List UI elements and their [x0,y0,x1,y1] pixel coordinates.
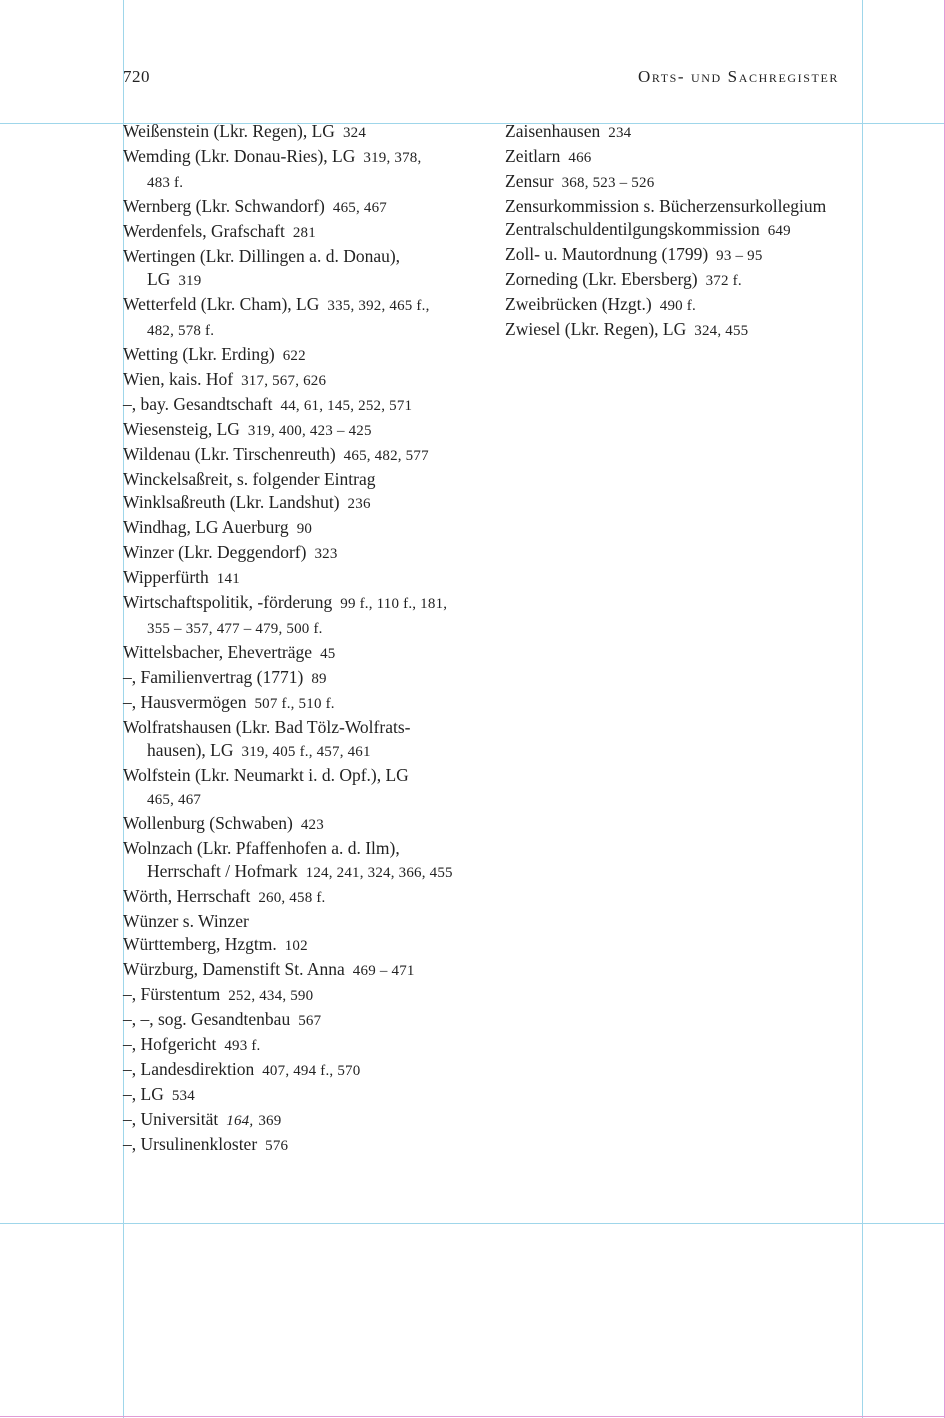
index-pages: 534 [171,1088,195,1104]
index-entry [123,566,498,591]
index-pages: 141 [216,571,240,587]
index-entry [505,218,857,243]
index-term: Wildenau (Lkr. Tirschenreuth) [123,444,336,464]
index-term: Wolfratshausen (Lkr. Bad Tölz-Wolfrats- [123,717,411,737]
index-entry [123,812,498,837]
index-term: Wolnzach (Lkr. Pfaffenhofen a. d. Ilm), [123,838,400,858]
index-term: Wemding (Lkr. Donau-Ries), LG [123,146,356,166]
index-term: Wipperfürth [123,567,209,587]
index-pages: 93 – 95 [716,248,763,264]
index-entry [123,343,498,368]
index-pages: 324 [342,125,367,141]
index-term: Zeitlarn [505,146,561,166]
index-term: Würzburg, Damenstift St. Anna [123,959,345,979]
index-term: Winklsaßreuth (Lkr. Landshut) [123,492,340,512]
index-entry [123,541,498,566]
index-entry [123,641,498,666]
margin-guide-bottom [0,1223,945,1224]
index-term: Zoll- u. Mautordnung (1799) [505,244,709,264]
index-term: Zensurkommission s. Bücherzensurkollegium [505,196,827,216]
index-pages: 369 [258,1113,282,1129]
index-entry [123,393,498,418]
index-term: Werdenfels, Grafschaft [123,221,285,241]
index-pages: 317, 567, 626 [241,373,327,389]
index-term: –, bay. Gesandtschaft [123,394,273,414]
index-pages: 423 [300,817,324,833]
index-entry [123,764,498,812]
index-pages-italic: 164, [226,1113,254,1129]
index-pages-continued: 483 f. [147,175,184,191]
index-pages: 622 [282,348,306,364]
index-entry [123,1108,498,1133]
index-pages: 323 [314,546,338,562]
index-pages: 99 f., 110 f., 181, [340,596,448,612]
index-pages: 576 [265,1138,289,1154]
page-edge-bottom [0,1416,945,1417]
index-entry [505,243,857,268]
index-pages-continued: 124, 241, 324, 366, 455 [305,865,453,881]
index-term: –, Universität [123,1109,219,1129]
index-pages-continued: 482, 578 f. [147,323,215,339]
index-entry [123,220,498,245]
index-entry [123,145,498,195]
index-term: Wörth, Herrschaft [123,886,251,906]
index-entry [123,1083,498,1108]
index-pages-continued: 355 – 357, 477 – 479, 500 f. [147,621,323,637]
index-term: Zensur [505,171,554,191]
index-term: –, Hausvermögen [123,692,247,712]
index-entry [505,120,857,145]
index-entry [123,195,498,220]
index-entry [505,195,857,218]
index-term: Wollenburg (Schwaben) [123,813,293,833]
index-pages: 89 [311,671,327,687]
index-term: –, Landesdirektion [123,1059,255,1079]
index-entry [123,933,498,958]
index-term: Wernberg (Lkr. Schwandorf) [123,196,325,216]
index-entry [123,983,498,1008]
index-pages: 319, 378, [363,150,422,166]
margin-guide-right [862,0,863,1418]
index-pages: 465, 482, 577 [343,448,429,464]
index-entry [123,1033,498,1058]
index-entry [123,1008,498,1033]
index-pages: 466 [568,150,592,166]
index-term: Weißenstein (Lkr. Regen), LG [123,121,335,141]
index-term: Wertingen (Lkr. Dillingen a. d. Donau), [123,246,401,266]
index-pages: 90 [296,521,313,537]
index-term: –, Ursulinenkloster [123,1134,258,1154]
index-entry [505,293,857,318]
index-term-continued: hausen), LG [147,740,234,760]
index-term: Wetting (Lkr. Erding) [123,344,275,364]
index-term: Zweibrücken (Hzgt.) [505,294,652,314]
index-term: Wiesensteig, LG [123,419,240,439]
index-pages: 372 f. [705,273,742,289]
index-pages: 507 f., 510 f. [254,696,335,712]
index-entry [123,591,498,641]
index-entry [123,120,498,145]
index-entry [123,293,498,343]
index-pages: 44, 61, 145, 252, 571 [280,398,413,414]
index-pages: 234 [608,125,632,141]
index-term: –, Hofgericht [123,1034,217,1054]
index-term: Zorneding (Lkr. Ebersberg) [505,269,698,289]
index-pages: 335, 392, 465 f., [327,298,430,314]
index-pages: 319, 400, 423 – 425 [247,423,372,439]
running-head: Orts- und Sachregister [637,67,839,86]
index-pages: 281 [292,225,316,241]
index-pages: 252, 434, 590 [228,988,314,1004]
index-entry [123,516,498,541]
index-pages: 490 f. [659,298,696,314]
index-term: –, Fürstentum [123,984,221,1004]
index-pages: 236 [347,496,371,512]
index-entry [505,170,857,195]
index-entry [505,145,857,170]
index-term: –, LG [123,1084,164,1104]
index-entry [123,885,498,910]
index-term: –, –, sog. Gesandtenbau [123,1009,291,1029]
index-entry [505,268,857,293]
index-pages-continued: 319, 405 f., 457, 461 [241,744,371,760]
index-entry [123,245,498,293]
index-term: Wetterfeld (Lkr. Cham), LG [123,294,320,314]
index-entry [123,368,498,393]
index-entry [123,666,498,691]
index-term: –, Familienvertrag (1771) [123,667,304,687]
index-pages: 368, 523 – 526 [561,175,655,191]
index-term: Zentralschuldentilgungskommission [505,219,760,239]
index-pages-continued: 465, 467 [147,792,202,808]
index-entry [123,491,498,516]
index-entry [123,716,498,764]
index-term-continued: Herrschaft / Hofmark [147,861,298,881]
index-term: Wittelsbacher, Eheverträge [123,642,313,662]
index-entry [123,443,498,468]
index-entry [123,910,498,933]
index-column-right [505,120,857,343]
index-entry [123,958,498,983]
index-pages: 469 – 471 [352,963,415,979]
index-pages: 465, 467 [332,200,387,216]
index-entry [505,318,857,343]
index-term: Wirtschaftspolitik, -förderung [123,592,333,612]
index-pages: 567 [298,1013,322,1029]
index-term: Zwiesel (Lkr. Regen), LG [505,319,687,339]
index-pages: 260, 458 f. [258,890,326,906]
index-entry [123,1133,498,1158]
index-column-left [123,120,498,1158]
index-pages: 407, 494 f., 570 [262,1063,361,1079]
index-term: Winzer (Lkr. Deggendorf) [123,542,307,562]
index-pages: 102 [284,938,308,954]
index-term: Wien, kais. Hof [123,369,234,389]
index-pages: 45 [320,646,336,662]
index-entry [123,691,498,716]
index-entry [123,1058,498,1083]
page-number: 720 [123,67,150,86]
index-term-continued: LG [147,269,171,289]
index-term: Zaisenhausen [505,121,601,141]
index-pages-continued: 319 [178,273,202,289]
index-pages: 324, 455 [694,323,749,339]
index-term: Württemberg, Hzgtm. [123,934,277,954]
index-pages: 649 [767,223,791,239]
index-pages: 493 f. [224,1038,261,1054]
index-entry [123,418,498,443]
index-term: Winckelsaßreit, s. folgender Eintrag [123,469,376,489]
index-entry [123,468,498,491]
index-term: Windhag, LG Auerburg [123,517,289,537]
index-term: Wolfstein (Lkr. Neumarkt i. d. Opf.), LG [123,765,409,785]
index-term: Wünzer s. Winzer [123,911,249,931]
index-entry [123,837,498,885]
